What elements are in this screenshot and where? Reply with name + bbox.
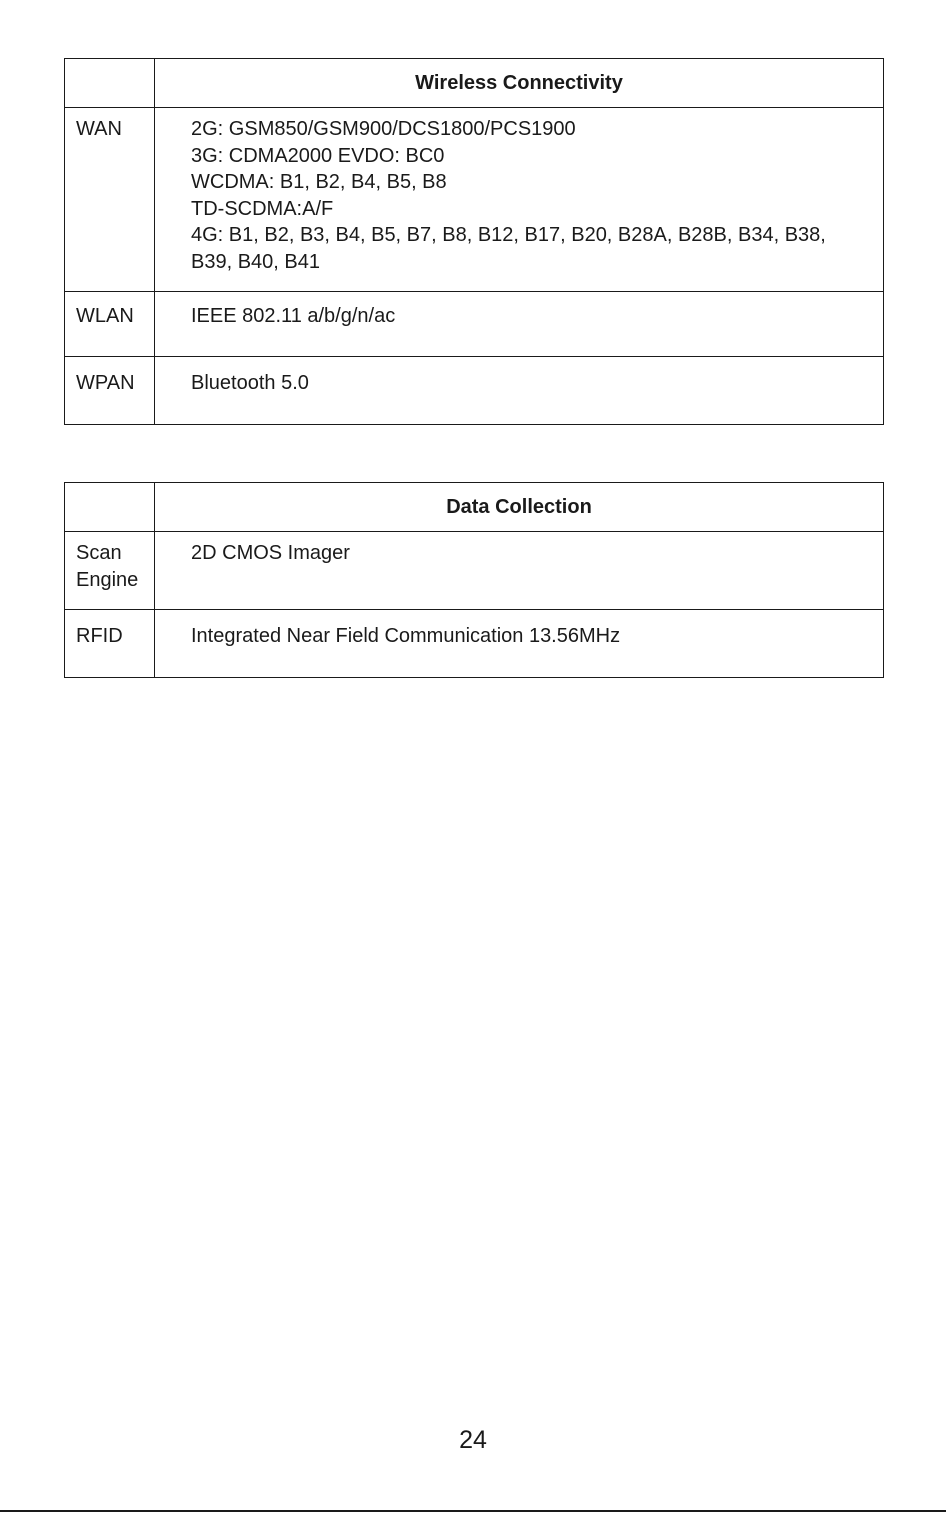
row-label bbox=[65, 532, 155, 610]
row-value bbox=[155, 108, 884, 292]
label-line: RFID bbox=[76, 625, 123, 647]
value-line: TD-SCDMA:A/F bbox=[191, 197, 334, 220]
bottom-divider bbox=[0, 1510, 946, 1512]
value-line: 2G: GSM850/GSM900/DCS1800/PCS1900 bbox=[191, 118, 576, 140]
label-line: Scan bbox=[76, 542, 122, 564]
value-line: B39, B40, B41 bbox=[191, 250, 320, 273]
label-line: Engine bbox=[76, 568, 139, 591]
value-line: IEEE 802.11 a/b/g/n/ac bbox=[191, 305, 396, 327]
row-value bbox=[155, 357, 884, 425]
table-row bbox=[65, 292, 884, 357]
value-line: 4G: B1, B2, B3, B4, B5, B7, B8, B12, B17, B20, B28A, B28B, B34, B38, bbox=[191, 224, 826, 247]
table-header-row bbox=[65, 483, 884, 532]
table-row bbox=[65, 357, 884, 425]
value-line: Bluetooth 5.0 bbox=[191, 372, 309, 394]
value-line: WCDMA: B1, B2, B4, B5, B8 bbox=[191, 171, 447, 194]
row-label: WAN bbox=[65, 108, 155, 292]
table-row bbox=[65, 610, 884, 678]
value-line: 2D CMOS Imager bbox=[191, 542, 350, 564]
table-title: Data Collection bbox=[155, 483, 884, 532]
row-label: WPAN bbox=[65, 357, 155, 425]
table-header-row bbox=[65, 59, 884, 108]
row-value bbox=[155, 292, 884, 357]
page-number: 24 bbox=[459, 1426, 487, 1454]
table-row bbox=[65, 108, 884, 292]
header-blank-cell bbox=[65, 59, 155, 108]
value-line: Integrated Near Field Communication 13.56MHz bbox=[191, 625, 621, 647]
wireless-connectivity-table bbox=[64, 58, 884, 425]
table-row bbox=[65, 532, 884, 610]
table-title: Wireless Connectivity bbox=[155, 59, 884, 108]
row-label bbox=[65, 610, 155, 678]
row-value bbox=[155, 610, 884, 678]
row-value bbox=[155, 532, 884, 610]
row-label: WLAN bbox=[65, 292, 155, 357]
value-line: 3G: CDMA2000 EVDO: BC0 bbox=[191, 144, 445, 167]
header-blank-cell bbox=[65, 483, 155, 532]
data-collection-table bbox=[64, 482, 884, 678]
